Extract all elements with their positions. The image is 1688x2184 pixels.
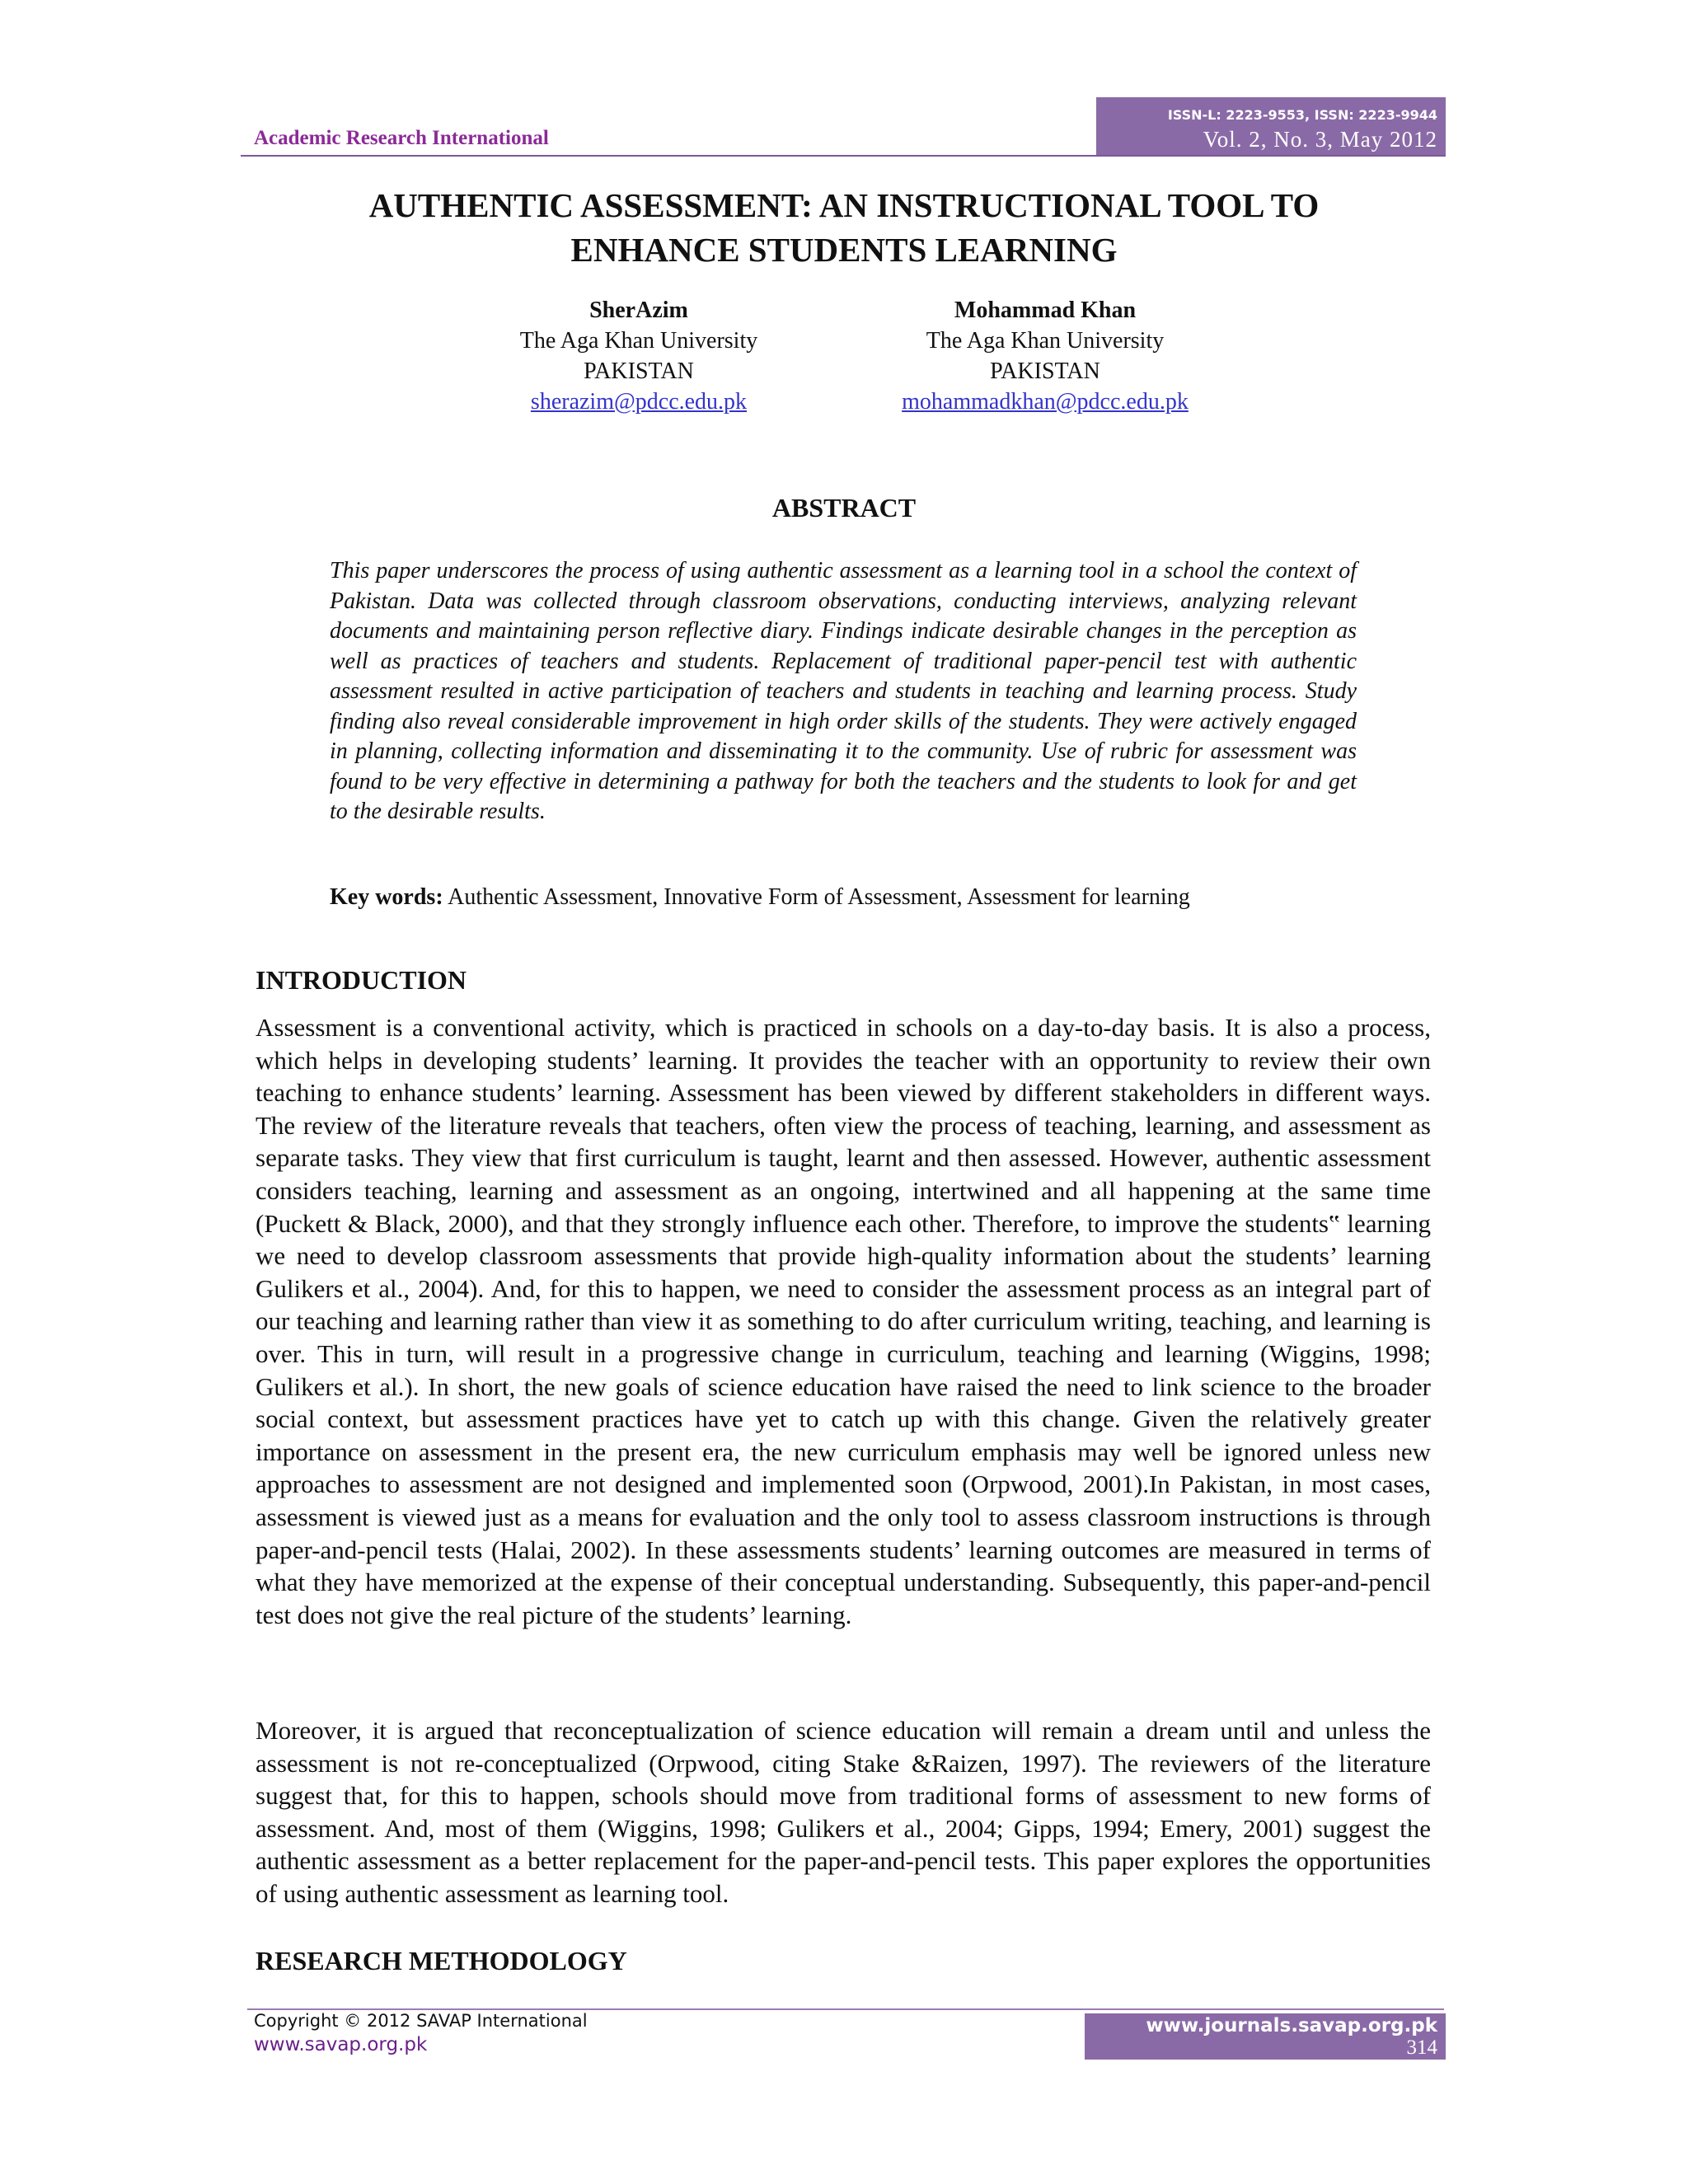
- abstract-text: This paper underscores the process of using authentic assessment as a learning tool in a school the context of Pakistan. Data was collected through classroom observations, conducting interviews, analyzing relevant documents and maintaining person reflective diary. Findings indicate desirable changes in the perception as well as practices of teachers and students. Replacement of traditional paper-pencil test with authentic assessment resulted in active participation of teachers and students in teaching and learning process. Study finding also reveal considerable improvement in high order skills of the students. They were actively engaged in planning, collecting information and disseminating it to the community. Use of rubric for assessment was found to be very effective in determining a pathway for both the teachers and the students to look for and get to the desirable results.: [330, 558, 1357, 824]
- introduction-heading: INTRODUCTION: [256, 965, 467, 995]
- page-number: 314: [1406, 2036, 1437, 2059]
- journal-name: Academic Research International: [254, 127, 549, 149]
- abstract-heading: ABSTRACT: [771, 493, 917, 523]
- methodology-heading: RESEARCH METHODOLOGY: [256, 1946, 627, 1975]
- author-affiliation: The Aga Khan University: [926, 328, 1165, 354]
- footer-box: [1085, 2013, 1446, 2060]
- footer-copyright: Copyright © 2012 SAVAP International: [254, 2011, 588, 2031]
- title-line-1: AUTHENTIC ASSESSMENT: AN INSTRUCTIONAL TOOL TO: [368, 186, 1320, 224]
- author-1: [466, 295, 812, 417]
- author-affiliation: The Aga Khan University: [519, 328, 758, 354]
- paper-title: [231, 183, 1457, 272]
- footer-rule: [247, 2008, 1444, 2010]
- title-line-2: ENHANCE STUDENTS LEARNING: [570, 231, 1118, 269]
- keywords-label: Key words:: [330, 884, 443, 910]
- author-name: SherAzim: [589, 298, 688, 323]
- footer-site-link[interactable]: www.savap.org.pk: [254, 2034, 428, 2055]
- author-email-link[interactable]: mohammadkhan@pdcc.edu.pk: [902, 389, 1189, 415]
- author-country: PAKISTAN: [584, 359, 694, 384]
- author-2: [872, 295, 1218, 417]
- volume-text: Vol. 2, No. 3, May 2012: [1203, 127, 1437, 152]
- footer-journal-site[interactable]: www.journals.savap.org.pk: [1146, 2015, 1437, 2036]
- header-rule: [241, 155, 1446, 157]
- keywords: [330, 884, 1401, 911]
- author-email-link[interactable]: sherazim@pdcc.edu.pk: [530, 389, 748, 415]
- author-country: PAKISTAN: [990, 359, 1100, 384]
- keywords-text: Authentic Assessment, Innovative Form of Assessment, Assessment for learning: [448, 884, 1190, 910]
- introduction-paragraph-1: Assessment is a conventional activity, which is practiced in schools on a day-to-day basis. It is also a process, which helps in developing students’ learning. It provides the teacher with an opportunity to review their own teaching to enhance students’ learning. Assessment has been viewed by different stakeholders in different ways. The review of the literature reveals that teachers, often view the process of teaching, learning, and assessment as separate tasks. They view that first curriculum is taught, learnt and then assessed. However, authentic assessment considers teaching, learning and assessment as an ongoing, intertwined and all happening at the same time (Puckett & Black, 2000), and that they strongly influence each other. Therefore, to improve the students‟ learning we need to develop classroom assessments that provide high-quality information about the students’ learning Gulikers et al., 2004). And, for this to happen, we need to consider the assessment process as an integral part of our teaching and learning rather than view it as something to do after curriculum writing, teaching, and learning is over. This in turn, will result in a progressive change in curriculum, teaching and learning (Wiggins, 1998; Gulikers et al.). In short, the new goals of science education have raised the need to link science to the broader social context, but assessment practices have yet to catch up with this change. Given the relatively greater importance on assessment in the present era, the new curriculum emphasis may well be ignored unless new approaches to assessment are not designed and implemented soon (Orpwood, 2001).In Pakistan, in most cases, assessment is viewed just as a means for evaluation and the only tool to assess classroom instructions is through paper-and-pencil tests (Halai, 2002). In these assessments students’ learning outcomes are measured in terms of what they have memorized at the expense of their conceptual understanding. Subsequently, this paper-and-pencil test does not give the real picture of the students’ learning.: [256, 1013, 1431, 1629]
- introduction-paragraph-2: Moreover, it is argued that reconceptualization of science education will remain a dream until and unless the assessment is not re-conceptualized (Orpwood, citing Stake &Raizen, 1997). The reviewers of the literature suggest that, for this to happen, schools should move from traditional forms of assessment to new forms of assessment. And, most of them (Wiggins, 1998; Gulikers et al., 2004; Gipps, 1994; Emery, 2001) suggest the authentic assessment as a better replacement for the paper-and-pencil tests. This paper explores the opportunities of using authentic assessment as learning tool.: [256, 1716, 1431, 1908]
- issn-text: ISSN-L: 2223-9553, ISSN: 2223-9944: [1167, 107, 1437, 123]
- author-name: Mohammad Khan: [954, 298, 1137, 323]
- issn-box: [1096, 97, 1446, 157]
